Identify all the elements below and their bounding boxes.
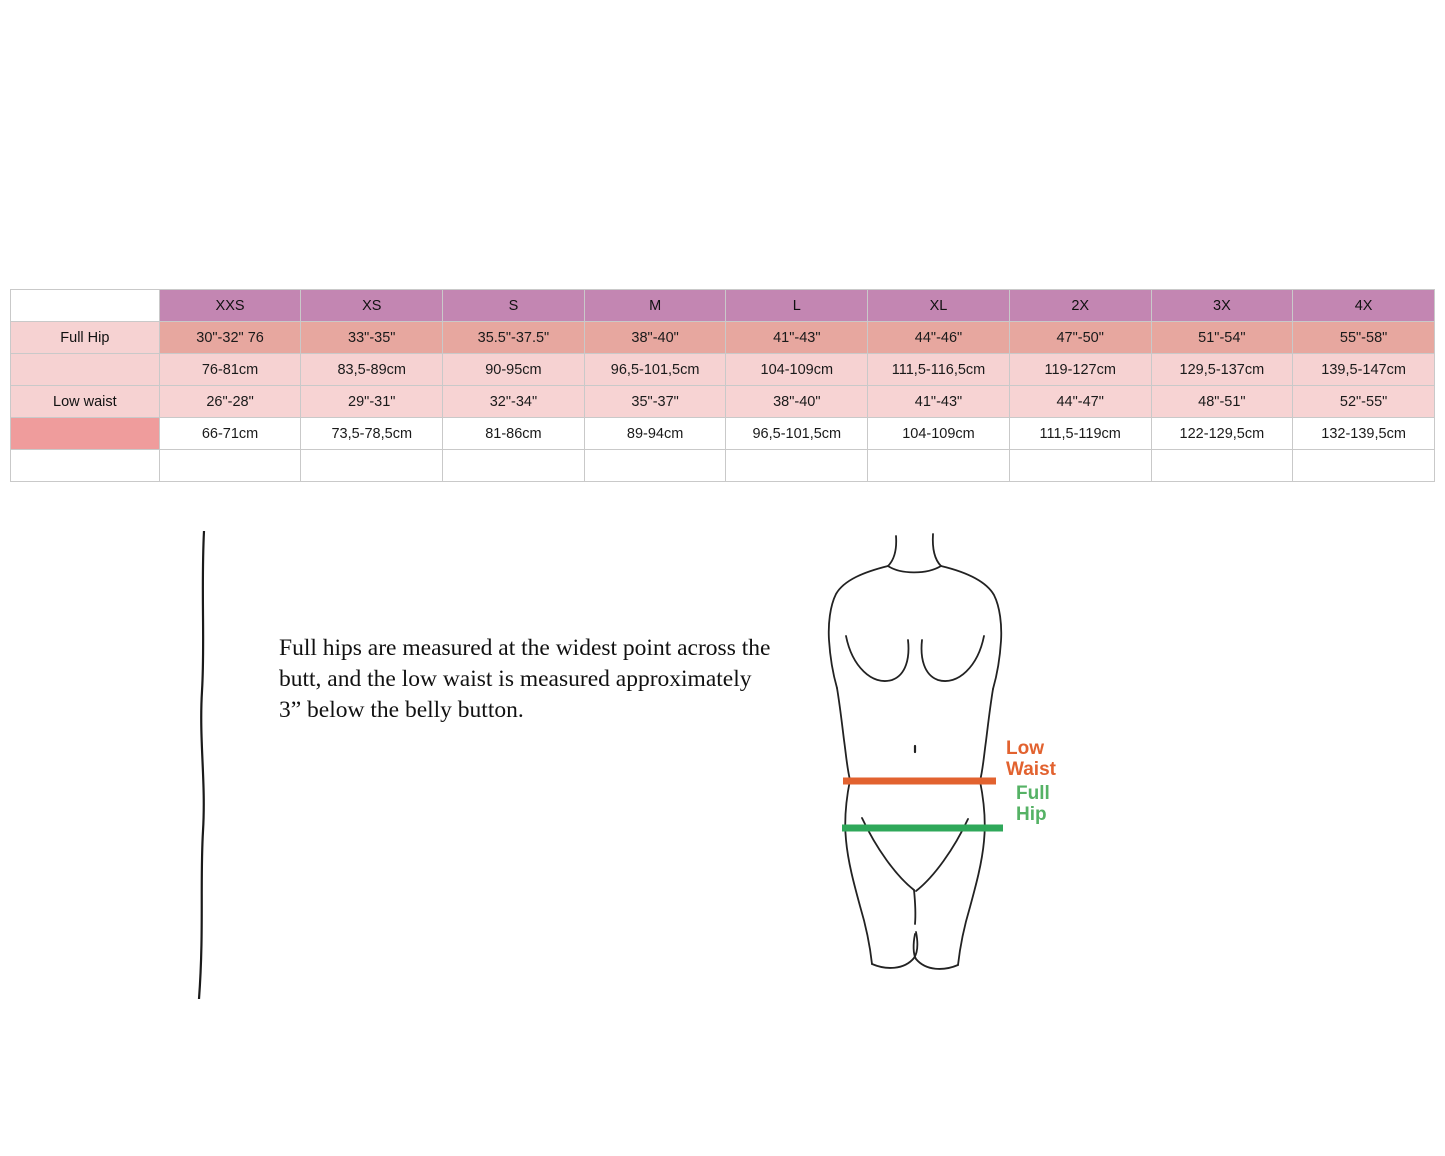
table-row (11, 322, 1435, 354)
spacer-cell (584, 450, 726, 482)
row-label-full-hip-cm (11, 354, 160, 386)
spacer-cell (726, 450, 868, 482)
table-row (11, 418, 1435, 450)
full-hip-label-line2: Hip (1016, 804, 1047, 825)
spacer-cell (1009, 450, 1151, 482)
header-cell-m: M (584, 290, 726, 322)
cell-full-hip-cm-m: 96,5-101,5cm (584, 354, 726, 386)
header-cell-4x: 4X (1293, 290, 1435, 322)
size-chart-table (10, 289, 1435, 482)
cell-full-hip-xs: 33"-35" (301, 322, 443, 354)
spacer-cell (159, 450, 301, 482)
cell-full-hip-cm-xs: 83,5-89cm (301, 354, 443, 386)
full-hip-figure-label (1016, 783, 1050, 825)
cell-low-waist-s: 32"-34" (443, 386, 585, 418)
header-cell-xxs: XXS (159, 290, 301, 322)
header-cell-xs: XS (301, 290, 443, 322)
spacer-cell (868, 450, 1010, 482)
row-label-low-waist-cm (11, 418, 160, 450)
cell-low-waist-xxs: 26"-28" (159, 386, 301, 418)
vertical-divider-line (196, 531, 210, 999)
cell-low-waist-cm-m: 89-94cm (584, 418, 726, 450)
measurement-description: Full hips are measured at the widest point across the butt, and the low waist is measured approximately 3” below the belly button. (279, 634, 771, 723)
spacer-cell (11, 450, 160, 482)
cell-low-waist-cm-xs: 73,5-78,5cm (301, 418, 443, 450)
table-spacer-row (11, 450, 1435, 482)
cell-full-hip-cm-xl: 111,5-116,5cm (868, 354, 1010, 386)
cell-low-waist-cm-3x: 122-129,5cm (1151, 418, 1293, 450)
header-cell-s: S (443, 290, 585, 322)
cell-low-waist-cm-2x: 111,5-119cm (1009, 418, 1151, 450)
header-cell-2x: 2X (1009, 290, 1151, 322)
header-cell-l: L (726, 290, 868, 322)
full-hip-label-line1: Full (1016, 783, 1050, 804)
row-label-low-waist: Low waist (11, 386, 160, 418)
cell-low-waist-xs: 29"-31" (301, 386, 443, 418)
cell-full-hip-l: 41"-43" (726, 322, 868, 354)
cell-full-hip-cm-4x: 139,5-147cm (1293, 354, 1435, 386)
cell-full-hip-m: 38"-40" (584, 322, 726, 354)
cell-low-waist-cm-l: 96,5-101,5cm (726, 418, 868, 450)
cell-full-hip-cm-2x: 119-127cm (1009, 354, 1151, 386)
spacer-cell (301, 450, 443, 482)
cell-full-hip-cm-s: 90-95cm (443, 354, 585, 386)
row-label-full-hip: Full Hip (11, 322, 160, 354)
cell-full-hip-s: 35.5"-37.5" (443, 322, 585, 354)
cell-low-waist-m: 35"-37" (584, 386, 726, 418)
cell-full-hip-xl: 44"-46" (868, 322, 1010, 354)
low-waist-figure-label (1006, 738, 1056, 780)
cell-low-waist-cm-4x: 132-139,5cm (1293, 418, 1435, 450)
header-cell-blank (11, 290, 160, 322)
table-row (11, 354, 1435, 386)
cell-full-hip-xxs: 30"-32" 76 (159, 322, 301, 354)
cell-full-hip-3x: 51"-54" (1151, 322, 1293, 354)
spacer-cell (1293, 450, 1435, 482)
cell-low-waist-4x: 52"-55" (1293, 386, 1435, 418)
cell-low-waist-3x: 48"-51" (1151, 386, 1293, 418)
cell-low-waist-l: 38"-40" (726, 386, 868, 418)
cell-low-waist-xl: 41"-43" (868, 386, 1010, 418)
size-chart-table-container (10, 289, 1435, 482)
low-waist-label-line1: Low (1006, 738, 1044, 759)
cell-low-waist-cm-xl: 104-109cm (868, 418, 1010, 450)
table-row (11, 386, 1435, 418)
spacer-cell (443, 450, 585, 482)
header-cell-xl: XL (868, 290, 1010, 322)
low-waist-label-line2: Waist (1006, 759, 1056, 780)
cell-full-hip-cm-3x: 129,5-137cm (1151, 354, 1293, 386)
cell-low-waist-cm-s: 81-86cm (443, 418, 585, 450)
table-header-row (11, 290, 1435, 322)
header-cell-3x: 3X (1151, 290, 1293, 322)
cell-full-hip-4x: 55"-58" (1293, 322, 1435, 354)
cell-low-waist-2x: 44"-47" (1009, 386, 1151, 418)
cell-low-waist-cm-xxs: 66-71cm (159, 418, 301, 450)
cell-full-hip-cm-l: 104-109cm (726, 354, 868, 386)
spacer-cell (1151, 450, 1293, 482)
cell-full-hip-2x: 47"-50" (1009, 322, 1151, 354)
cell-full-hip-cm-xxs: 76-81cm (159, 354, 301, 386)
